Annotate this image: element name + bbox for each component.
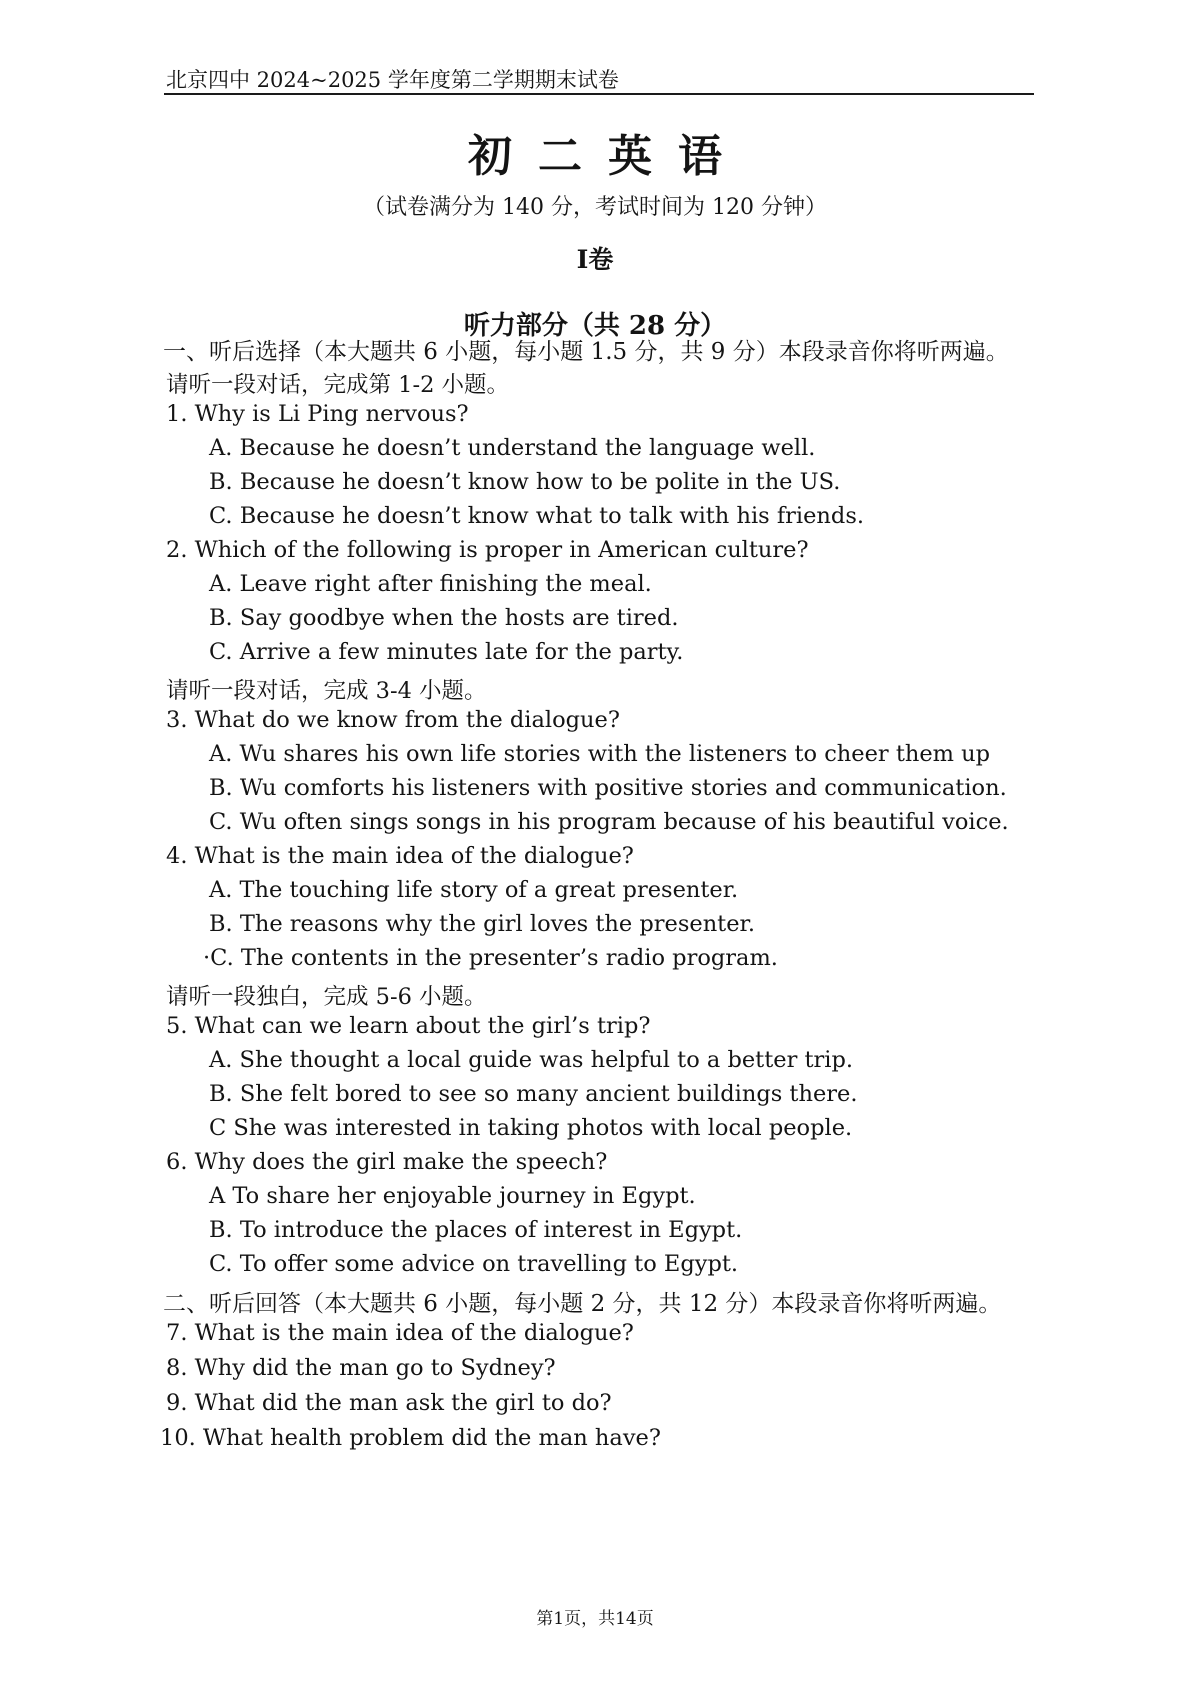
question-stem: 9. What did the man ask the girl to do? <box>166 1390 612 1416</box>
question-option: B. Say goodbye when the hosts are tired. <box>209 605 679 631</box>
question-stem: 3. What do we know from the dialogue? <box>166 707 620 733</box>
question-stem: 1. Why is Li Ping nervous? <box>166 401 469 427</box>
question-option: A To share her enjoyable journey in Egypt. <box>209 1183 696 1209</box>
question-option: C. Arrive a few minutes late for the party. <box>209 639 684 665</box>
question-stem: 7. What is the main idea of the dialogue? <box>166 1320 634 1346</box>
question-stem: 10. What health problem did the man have? <box>160 1425 661 1451</box>
question-stem: 5. What can we learn about the girl’s trip? <box>166 1013 651 1039</box>
question-stem: 8. Why did the man go to Sydney? <box>166 1355 556 1381</box>
exam-header: 北京四中 2024~2025 学年度第二学期期末试卷 <box>166 68 619 92</box>
volume-label: I卷 <box>576 245 614 274</box>
section-heading: 二、听后回答（本大题共 6 小题，每小题 2 分，共 12 分）本段录音你将听两遍。 <box>163 1291 1002 1317</box>
question-stem: 6. Why does the girl make the speech? <box>166 1149 608 1175</box>
question-option: B. To introduce the places of interest in Egypt. <box>209 1217 743 1243</box>
question-stem: 4. What is the main idea of the dialogue? <box>166 843 634 869</box>
question-option: A. Because he doesn’t understand the language well. <box>209 435 816 461</box>
question-option: B. She felt bored to see so many ancient buildings there. <box>209 1081 858 1107</box>
question-option: C She was interested in taking photos with local people. <box>209 1115 853 1141</box>
question-option: C. Wu often sings songs in his program because of his beautiful voice. <box>209 809 1009 835</box>
page-title: 初二英语 <box>468 131 748 182</box>
exam-info: （试卷满分为 140 分，考试时间为 120 分钟） <box>363 195 827 220</box>
group-instruction: 请听一段独白，完成 5-6 小题。 <box>166 984 487 1010</box>
header-divider <box>164 93 1034 95</box>
group-instruction: 请听一段对话，完成第 1-2 小题。 <box>166 372 510 398</box>
page-number: 第1页，共14页 <box>536 1609 654 1629</box>
part-title: 听力部分（共 28 分） <box>463 311 727 341</box>
question-option: A. Wu shares his own life stories with the listeners to cheer them up <box>209 741 991 767</box>
question-option: C. Because he doesn’t know what to talk with his friends. <box>209 503 865 529</box>
question-option: ·C. The contents in the presenter’s radio program. <box>203 945 778 971</box>
section-heading: 一、听后选择（本大题共 6 小题，每小题 1.5 分，共 9 分）本段录音你将听两遍。 <box>163 339 1009 365</box>
question-option: A. The touching life story of a great presenter. <box>209 877 739 903</box>
question-stem: 2. Which of the following is proper in American culture? <box>166 537 809 563</box>
group-instruction: 请听一段对话，完成 3-4 小题。 <box>166 678 487 704</box>
question-option: C. To offer some advice on travelling to Egypt. <box>209 1251 739 1277</box>
question-option: A. She thought a local guide was helpful to a better trip. <box>209 1047 854 1073</box>
question-option: B. The reasons why the girl loves the presenter. <box>209 911 755 937</box>
question-option: B. Because he doesn’t know how to be polite in the US. <box>209 469 841 495</box>
question-option: A. Leave right after finishing the meal. <box>209 571 652 597</box>
question-option: B. Wu comforts his listeners with positive stories and communication. <box>209 775 1007 801</box>
